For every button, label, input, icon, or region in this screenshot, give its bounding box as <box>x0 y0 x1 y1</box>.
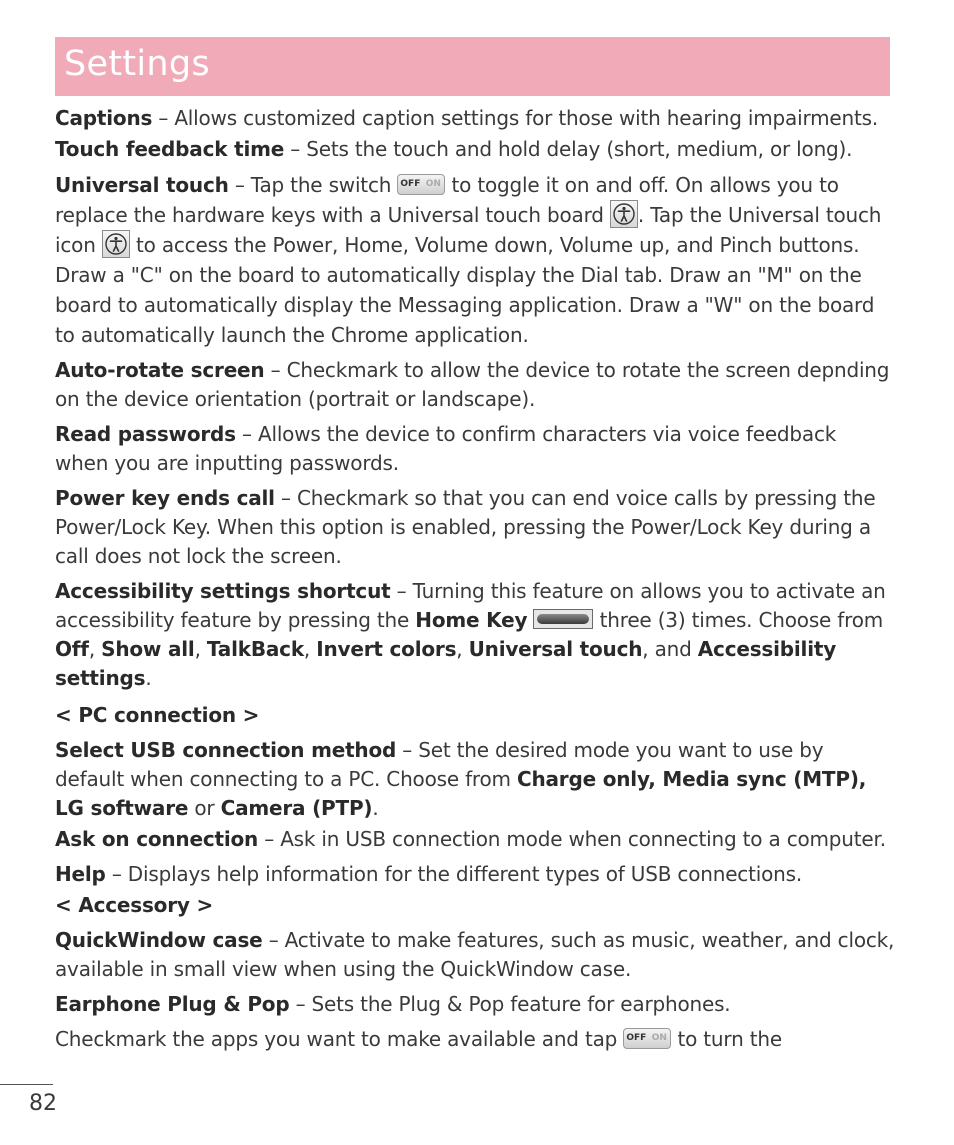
off-on-switch-icon <box>623 1028 671 1049</box>
usb-method-options: Charge only, Media sync (MTP), LG software <box>55 767 867 820</box>
option-talkback: TalkBack <box>206 637 304 661</box>
auto-rotate-term: Auto-rotate screen <box>55 358 265 382</box>
switch-off-label: OFF <box>626 1033 647 1043</box>
auto-rotate-desc: – Checkmark to allow the device to rotate the screen depnding on the device orientation (portrait or landscape). <box>55 358 890 411</box>
pc-connection-heading <box>55 701 895 730</box>
ask-connection-desc: – Ask in USB connection mode when connecting to a computer. <box>258 827 886 851</box>
ask-connection-item <box>55 825 895 854</box>
footer-divider <box>0 1084 53 1085</box>
separator: , <box>88 637 102 661</box>
earphone-item <box>55 990 895 1019</box>
acc-shortcut-term: Accessibility settings shortcut <box>55 579 391 603</box>
checkmark-apps-text-1: Checkmark the apps you want to make available and tap <box>55 1027 624 1051</box>
period: . <box>145 666 152 690</box>
acc-shortcut-text-1: – Turning this feature on allows you to activate an accessibility feature by pressing the <box>55 579 886 632</box>
option-universal-touch: Universal touch <box>468 637 643 661</box>
accessory-heading-text: < Accessory > <box>55 893 214 917</box>
separator: , <box>303 637 317 661</box>
off-on-switch-icon <box>397 174 445 195</box>
switch-on-label: ON <box>651 1033 667 1043</box>
quickwindow-desc: – Activate to make features, such as music, weather, and clock, available in small view when using the QuickWindow case. <box>55 928 895 981</box>
captions-term: Captions <box>55 106 153 130</box>
accessory-heading <box>55 891 895 920</box>
checkmark-apps-text-2: to turn the <box>671 1027 782 1051</box>
option-invert-colors: Invert colors <box>316 637 457 661</box>
power-key-desc: – Checkmark so that you can end voice calls by pressing the Power/Lock Key. When this option is enabled, pressing the Power/Lock Key during a call does not lock the screen. <box>55 486 876 568</box>
home-key-icon <box>533 609 593 629</box>
help-term: Help <box>55 862 106 886</box>
captions-desc: – Allows customized caption settings for those with hearing impairments. <box>152 106 879 130</box>
auto-rotate-item <box>55 356 895 414</box>
touch-feedback-item <box>55 135 895 164</box>
universal-touch-text-4: to access the Power, Home, Volume down, Volume up, and Pinch buttons. Draw a "C" on the board to automatically display the Dial tab. Draw an "M" on the board to automatically display the Messaging application. Draw a "W" on the board to automatically launch the Chrome application. <box>55 233 875 347</box>
ask-connection-term: Ask on connection <box>55 827 259 851</box>
universal-touch-text-1: – Tap the switch <box>228 173 398 197</box>
power-key-item <box>55 484 895 571</box>
page-number: 82 <box>29 1091 57 1116</box>
separator: , and <box>642 637 698 661</box>
usb-method-term: Select USB connection method <box>55 738 397 762</box>
earphone-term: Earphone Plug & Pop <box>55 992 290 1016</box>
option-show-all: Show all <box>101 637 195 661</box>
usb-method-option-camera: Camera (PTP) <box>220 796 373 820</box>
accessibility-person-icon <box>102 230 130 258</box>
home-key-label: Home Key <box>415 608 528 632</box>
touch-feedback-term: Touch feedback time <box>55 137 285 161</box>
period: . <box>372 796 379 820</box>
section-banner <box>55 37 890 96</box>
checkmark-apps-item <box>55 1025 895 1054</box>
help-item <box>55 860 895 889</box>
universal-touch-item <box>55 170 895 350</box>
acc-shortcut-text-2: three (3) times. Choose from <box>593 608 884 632</box>
quickwindow-item <box>55 926 895 984</box>
switch-off-label: OFF <box>400 179 421 189</box>
read-passwords-item <box>55 420 895 478</box>
switch-on-label: ON <box>425 179 441 189</box>
power-key-term: Power key ends call <box>55 486 275 510</box>
touch-feedback-desc: – Sets the touch and hold delay (short, medium, or long). <box>284 137 853 161</box>
help-desc: – Displays help information for the different types of USB connections. <box>105 862 802 886</box>
quickwindow-term: QuickWindow case <box>55 928 263 952</box>
option-accessibility-settings: Accessibility settings <box>55 637 837 690</box>
separator: , <box>456 637 469 661</box>
usb-method-item <box>55 736 895 823</box>
universal-touch-term: Universal touch <box>55 173 229 197</box>
settings-content <box>55 104 895 1056</box>
accessibility-person-icon <box>610 200 638 228</box>
universal-touch-text-2: to toggle it on and off. On allows you to replace the hardware keys with a Universal touch board <box>55 173 839 227</box>
separator: , <box>194 637 207 661</box>
page-title: Settings <box>64 44 210 84</box>
captions-item <box>55 104 895 133</box>
earphone-desc: – Sets the Plug & Pop feature for earphones. <box>289 992 731 1016</box>
universal-touch-text-3: . Tap the Universal touch icon <box>55 203 882 257</box>
usb-method-text-1: – Set the desired mode you want to use by default when connecting to a PC. Choose from <box>55 738 824 791</box>
read-passwords-term: Read passwords <box>55 422 236 446</box>
read-passwords-desc: – Allows the device to confirm characters via voice feedback when you are inputting passwords. <box>55 422 837 475</box>
acc-shortcut-item <box>55 577 895 693</box>
usb-method-text-2: or <box>188 796 221 820</box>
option-off: Off <box>55 637 89 661</box>
pc-connection-heading-text: < PC connection > <box>55 703 260 727</box>
